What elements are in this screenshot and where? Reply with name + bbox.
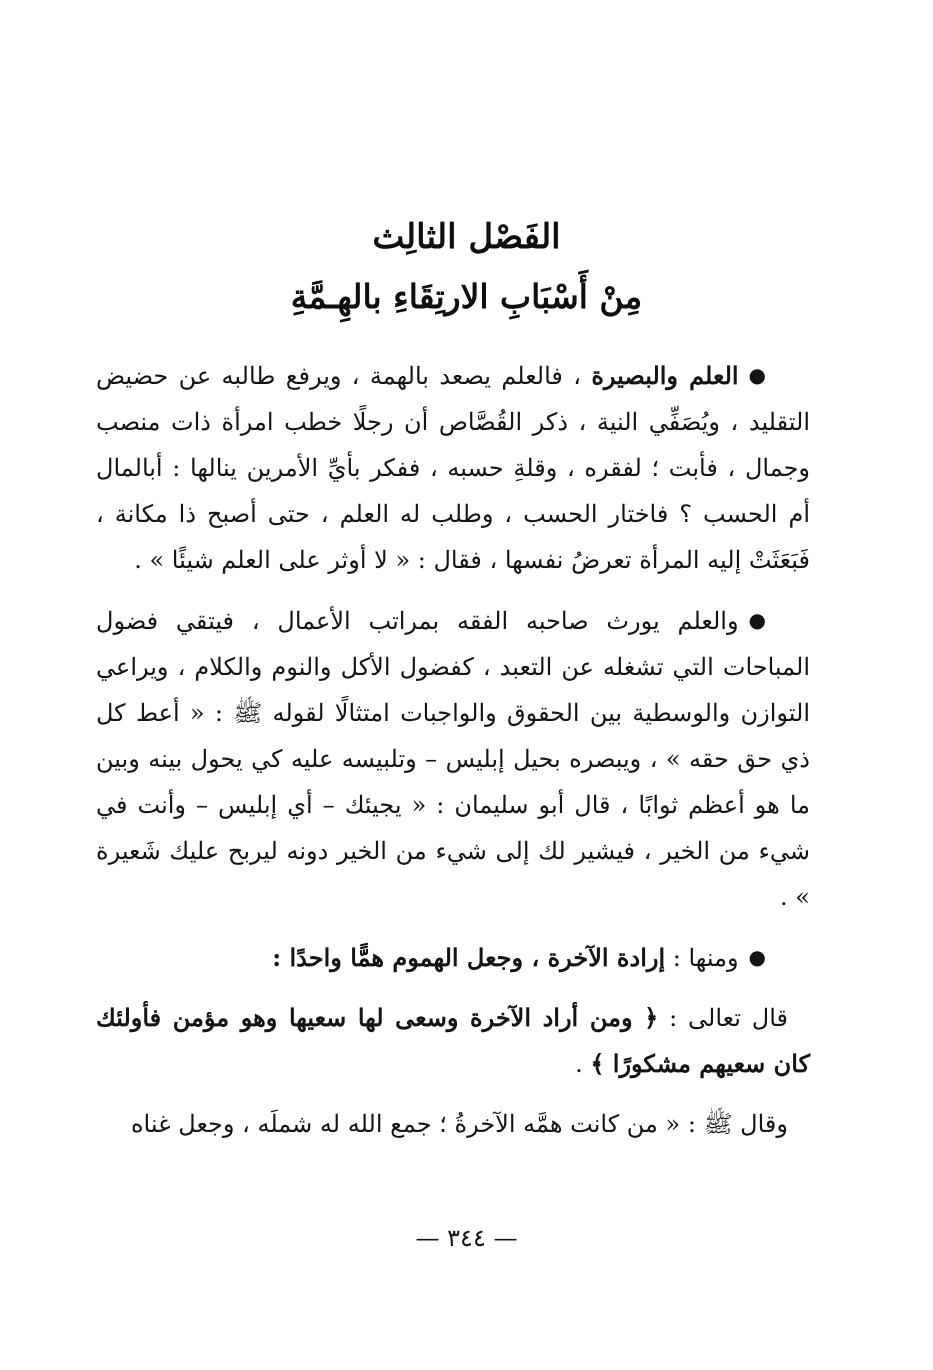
paragraph-prefix: قال تعالى : (669, 1004, 788, 1032)
quran-verse: ﴿ ومن أراد الآخرة وسعى لها سعيها وهو مؤمن فأولئك كان سعيهم مشكورًا ﴾ (96, 1003, 810, 1078)
page-body (96, 352, 810, 1147)
page-number: — ٣٤٤ — (415, 1224, 518, 1252)
bullet-icon: ● (748, 363, 766, 387)
chapter-title: الفَصْل الثالِث (372, 217, 561, 257)
paragraph-hereafter-heading (96, 934, 810, 981)
paragraph-text: وقال ﷺ : « من كانت همَّه الآخرةُ ؛ جمع الله له شملَه ، وجعل غناه (130, 1110, 788, 1138)
paragraph-hadith (96, 1101, 810, 1147)
paragraph-suffix: . (575, 1050, 583, 1078)
paragraph-knowledge-fiqh (96, 597, 810, 920)
paragraph-text: ، فالعلم يصعد بالهمة ، ويرفع طالبه عن حضيض التقليد ، ويُصَفِّي النية ، ذكر القُصَّاص أن رجلًا خطب امرأة ذات منصب وجمال ، فأبت ؛ لفقره ، وقلةِ حسبه ، ففكر بأيِّ الأمرين ينالها : أبالمال أم الحسب ؟ فاختار الحسب ، وطلب له العلم ، حتى أصبح ذا مكانة ، فَبَعَثَتْ إليه المرأة تعرضُ نفسها ، فقال : « لا أوثر على العلم شيئًا » . (96, 362, 810, 574)
bullet-icon: ● (748, 945, 766, 969)
paragraph-prefix: ومنها : (672, 944, 739, 972)
paragraph-text: والعلم يورث صاحبه الفقه بمراتب الأعمال ، فيتقي فضول المباحات التي تشغله عن التعبد ، كفضول الأكل والنوم والكلام ، ويراعي التوازن والوسطية بين الحقوق والواجبات امتثالًا لقوله ﷺ : « أعط كل ذي حق حقه » ، ويبصره بحيل إبليس – وتلبيسه عليه كي يحول بينه وبين ما هو أعظم ثوابًا ، قال أبو سليمان : « يجيئك – أي إبليس – وأنت في شيء من الخير ، فيشير لك إلى شيء من الخير دونه ليربح عليك شَعيرة » . (96, 607, 811, 911)
paragraph-lead: العلم والبصيرة (591, 361, 739, 390)
paragraph-knowledge (96, 352, 810, 583)
bullet-icon: ● (748, 608, 766, 632)
paragraph-lead: إرادة الآخرة ، وجعل الهموم همًّا واحدًا : (272, 943, 666, 972)
chapter-subtitle: مِنْ أَسْبَابِ الارتِقَاءِ بالهِـمَّةِ (290, 277, 643, 316)
paragraph-quran-verse (96, 995, 810, 1087)
